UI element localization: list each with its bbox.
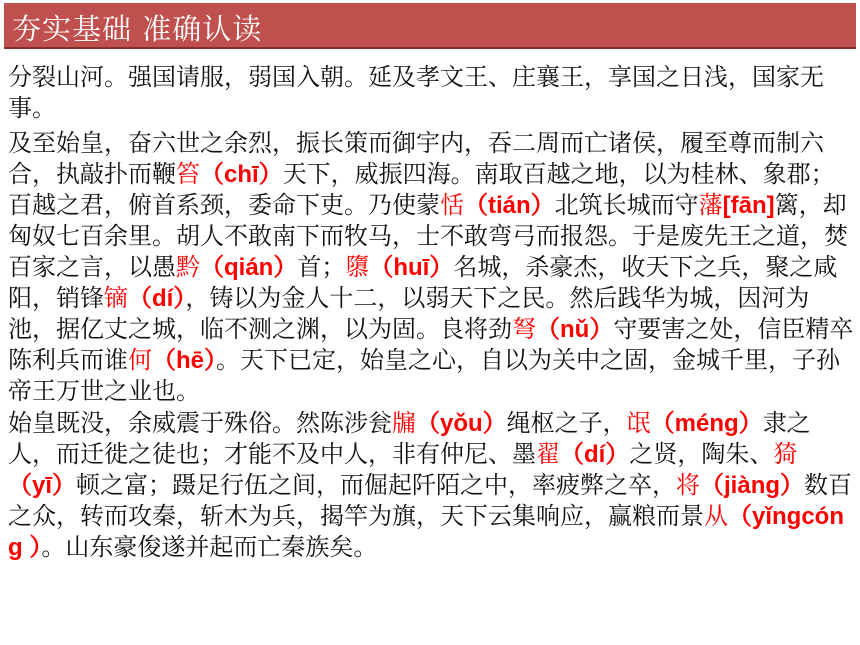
- pinyin-annotation: （huī）: [369, 254, 454, 281]
- text-segment: 绳枢之子，: [506, 409, 627, 437]
- text-segment: 分裂山河。强国请服，弱国入朝。延及孝文王、庄襄王，享国之日浅，国家无事。: [8, 63, 824, 122]
- highlighted-character: 恬: [440, 191, 464, 219]
- highlighted-character: 猗: [773, 440, 798, 468]
- pinyin-annotation: [fān]: [722, 192, 775, 219]
- highlighted-character: 镝: [104, 284, 128, 312]
- text-segment: 天下，威振四海。南取百越之地，以为桂林、象郡；百越之君，俯首系颈，委命下吏。乃使蒙: [8, 160, 835, 219]
- paragraph-1: [8, 62, 854, 124]
- text-segment: 守要害之处，信臣精卒陈利兵而谁: [8, 315, 854, 374]
- text-segment: ，铸以为金人十二，以弱天下之民。然后践华为城，因河为池，据亿丈之城，临不测之渊，以为固。良将劲: [8, 284, 810, 343]
- highlighted-character: 弩: [512, 315, 536, 343]
- pinyin-annotation: （yī）: [8, 472, 77, 499]
- text-segment: 数百之众，转而攻秦，斩木为兵，揭竿为旗，天下云集响应，赢粮而景: [8, 471, 853, 530]
- text-segment: 及至始皇，奋六世之余烈，振长策而御宇内，吞二周而亡诸侯，履至尊而制六合，执敲扑而鞭: [8, 129, 824, 188]
- pinyin-annotation: （nǔ）: [536, 316, 614, 343]
- text-segment: 隶之人，而迁徙之徒也；才能不及中人，非有仲尼、墨: [8, 409, 811, 468]
- highlighted-character: 翟: [536, 440, 560, 468]
- text-segment: 北筑长城而守: [554, 191, 699, 219]
- pinyin-annotation: （méng）: [650, 410, 763, 437]
- highlighted-character: 黔: [176, 253, 200, 281]
- text-segment: 。山东豪俊遂并起而亡秦族矣。: [41, 533, 378, 561]
- text-segment: 。天下已定，始皇之心，自以为关中之固，金城千里，子孙帝王万世之业也。: [8, 346, 841, 405]
- pinyin-annotation: （hē）: [152, 347, 217, 374]
- highlighted-character: 从: [704, 502, 728, 530]
- highlighted-character: 藩: [698, 191, 723, 219]
- highlighted-character: 何: [128, 346, 152, 374]
- pinyin-annotation: （jiàng）: [700, 472, 805, 499]
- highlighted-character: 隳: [345, 253, 370, 281]
- pinyin-annotation: （dí）: [560, 441, 630, 468]
- pinyin-annotation: （yǐngcóng ）: [8, 503, 845, 561]
- highlighted-character: 牖: [392, 409, 416, 437]
- pinyin-annotation: （tián）: [464, 192, 555, 219]
- highlighted-character: 笞: [176, 160, 200, 188]
- title-bar: [4, 3, 856, 49]
- text-segment: 名城，杀豪杰，收天下之兵，聚之咸阳，销锋: [8, 253, 838, 312]
- paragraph-3: [8, 408, 854, 563]
- text-segment: 之贤，陶朱、: [629, 440, 774, 468]
- text-segment: 首；: [297, 253, 346, 281]
- highlighted-character: 将: [676, 471, 701, 499]
- paragraph-2: [8, 128, 854, 407]
- highlighted-character: 氓: [626, 409, 651, 437]
- pinyin-annotation: （chī）: [200, 161, 283, 188]
- text-segment: 顿之富；蹑足行伍之间，而倔起阡陌之中，率疲弊之卒，: [76, 471, 677, 499]
- page-title: 夯实基础 准确认读: [12, 12, 263, 46]
- pinyin-annotation: （dí）: [128, 285, 186, 312]
- pinyin-annotation: （qián）: [200, 254, 298, 281]
- text-segment: 篱，却匈奴七百余里。胡人不敢南下而牧马，士不敢弯弓而报怨。于是废先王之道，焚百家之言，以愚: [8, 191, 848, 281]
- text-segment: 始皇既没，余威震于殊俗。然陈涉瓮: [8, 409, 392, 437]
- pinyin-annotation: （yǒu）: [416, 410, 507, 437]
